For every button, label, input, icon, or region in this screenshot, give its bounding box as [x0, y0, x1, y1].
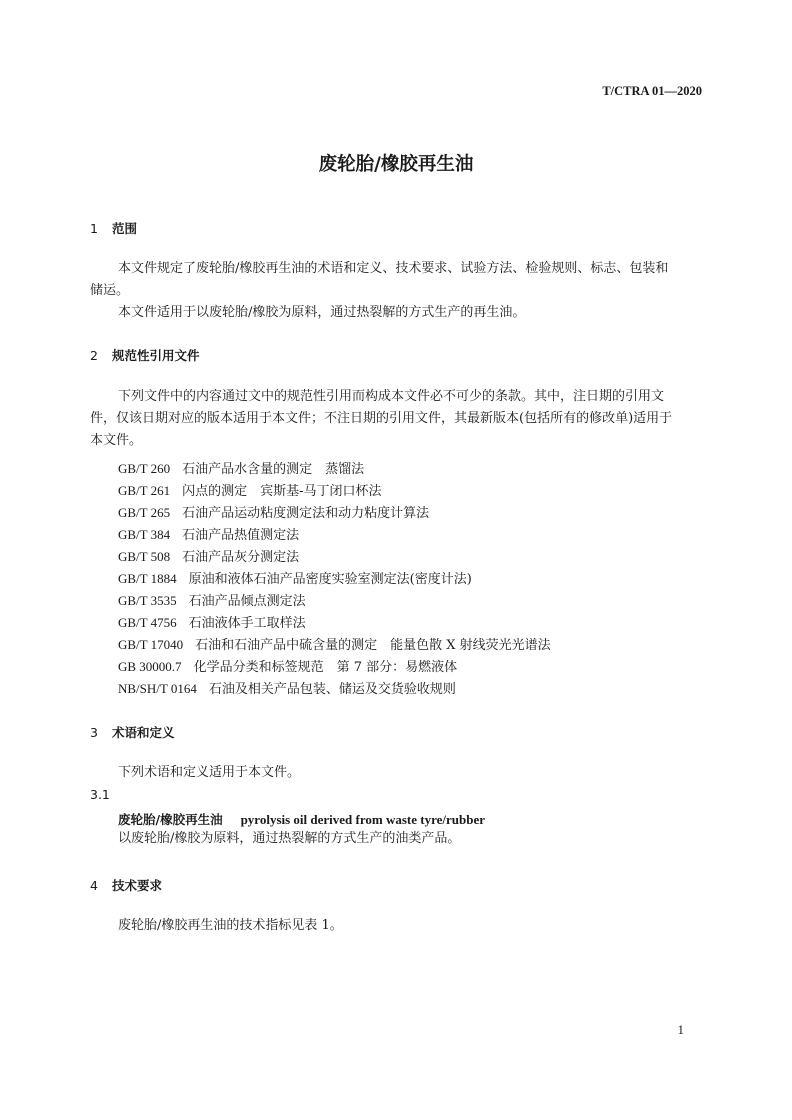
references-intro-line-1: 下列文件中的内容通过文中的规范性引用而构成本文件必不可少的条款。其中，注日期的引用文 [118, 389, 665, 404]
section-title: 术语和定义 [112, 725, 175, 740]
reference-title: 石油产品倾点测定法 [188, 594, 306, 609]
section-2-heading [90, 346, 200, 364]
reference-item [118, 502, 429, 521]
reference-item [118, 678, 456, 697]
section-4-heading [90, 876, 162, 894]
reference-item [118, 656, 457, 675]
term-number: 3.1 [90, 787, 110, 802]
reference-code: GB/T 508 [118, 549, 171, 564]
reference-code: GB/T 1884 [118, 571, 177, 586]
terms-intro: 下列术语和定义适用于本文件。 [118, 765, 301, 780]
term-english: pyrolysis oil derived from waste tyre/rubber [240, 812, 486, 827]
reference-item [118, 590, 306, 609]
section-number: 3 [90, 725, 98, 740]
reference-title: 石油液体手工取样法 [188, 616, 306, 631]
reference-item [118, 568, 472, 587]
reference-code: GB/T 260 [118, 461, 171, 476]
reference-title: 原油和液体石油产品密度实验室测定法(密度计法) [188, 572, 472, 587]
scope-paragraph-1-line-2: 储运。 [90, 283, 130, 298]
scope-paragraph-1-line-1: 本文件规定了废轮胎/橡胶再生油的术语和定义、技术要求、试验方法、检验规则、标志、包装和 [118, 261, 669, 276]
reference-code: NB/SH/T 0164 [118, 681, 197, 696]
section-number: 2 [90, 348, 98, 363]
reference-code: GB/T 261 [118, 483, 171, 498]
reference-code: GB/T 265 [118, 505, 171, 520]
page-number: 1 [677, 1022, 684, 1037]
reference-title: 石油及相关产品包装、储运及交货验收规则 [208, 682, 456, 697]
section-title: 规范性引用文件 [112, 348, 200, 363]
reference-title: 闪点的测定 宾斯基-马丁闭口杯法 [182, 484, 382, 499]
term-chinese: 废轮胎/橡胶再生油 [118, 812, 223, 827]
reference-title: 石油产品运动粘度测定法和动力粘度计算法 [182, 506, 430, 521]
references-intro-line-2: 件，仅该日期对应的版本适用于本文件；不注日期的引用文件，其最新版本(包括所有的修改单)适用于 [90, 411, 673, 426]
term-definition: 以废轮胎/橡胶为原料，通过热裂解的方式生产的油类产品。 [118, 831, 461, 846]
references-intro-line-3: 本文件。 [90, 433, 143, 448]
document-title: 废轮胎/橡胶再生油 [318, 154, 474, 175]
scope-paragraph-2: 本文件适用于以废轮胎/橡胶为原料，通过热裂解的方式生产的再生油。 [118, 305, 526, 320]
section-number: 1 [90, 221, 98, 236]
reference-code: GB 30000.7 [118, 659, 182, 674]
section-title: 范围 [112, 221, 138, 236]
reference-code: GB/T 4756 [118, 615, 177, 630]
reference-title: 石油产品灰分测定法 [182, 550, 300, 565]
reference-item [118, 458, 364, 477]
reference-title: 石油和石油产品中硫含量的测定 能量色散 X 射线荧光光谱法 [195, 638, 551, 653]
section-3-heading [90, 723, 175, 741]
document-code: T/CTRA 01—2020 [602, 84, 702, 98]
section-title: 技术要求 [112, 878, 163, 893]
reference-item [118, 634, 551, 653]
reference-title: 化学品分类和标签规范 第 7 部分：易燃液体 [193, 660, 458, 675]
reference-item [118, 546, 299, 565]
reference-title: 石油产品热值测定法 [182, 528, 300, 543]
reference-code: GB/T 384 [118, 527, 171, 542]
reference-code: GB/T 17040 [118, 637, 184, 652]
reference-item [118, 612, 306, 631]
section-number: 4 [90, 878, 98, 893]
technical-requirements-paragraph: 废轮胎/橡胶再生油的技术指标见表 1。 [118, 918, 343, 933]
section-1-heading [90, 219, 137, 237]
reference-item [118, 480, 382, 499]
reference-item [118, 524, 299, 543]
term-entry [118, 809, 485, 828]
reference-title: 石油产品水含量的测定 蒸馏法 [182, 462, 365, 477]
reference-code: GB/T 3535 [118, 593, 177, 608]
